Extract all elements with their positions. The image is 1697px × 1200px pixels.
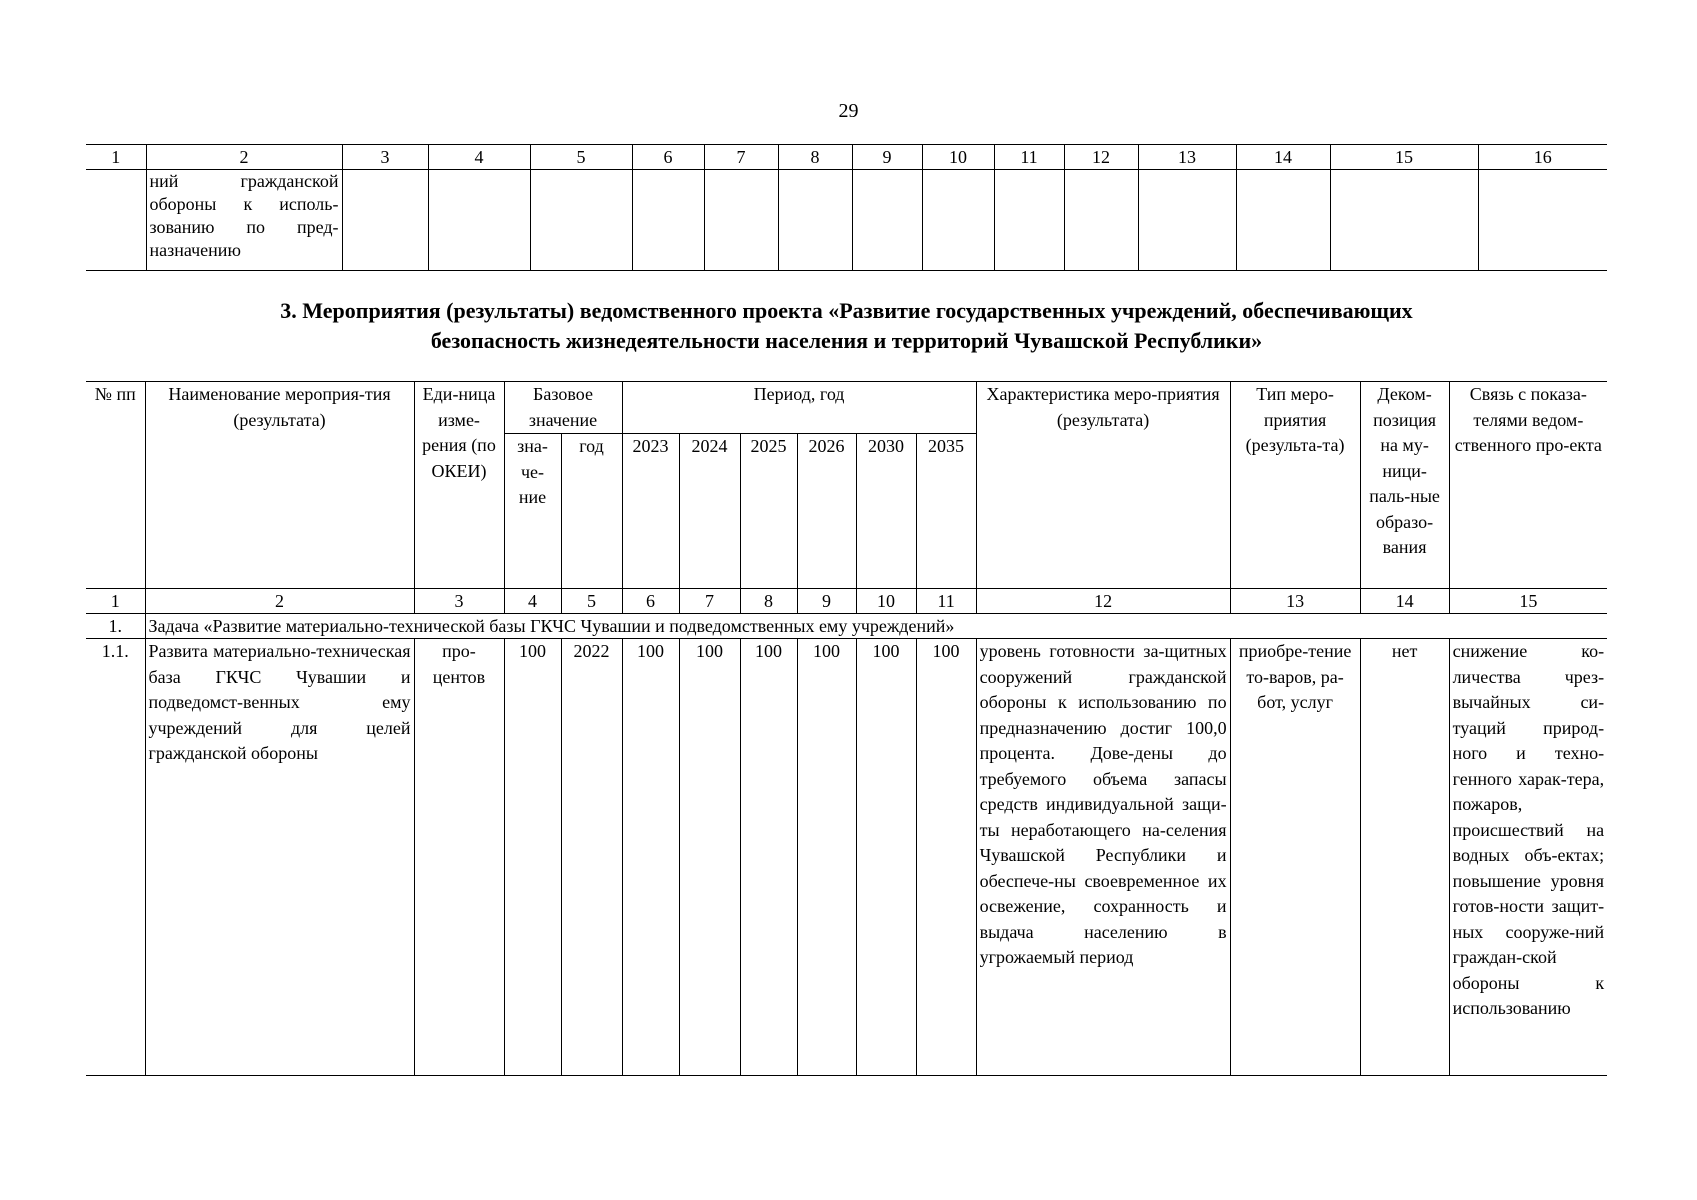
- column-number: 10: [856, 589, 916, 614]
- column-number: 11: [994, 145, 1064, 170]
- continuation-row: [86, 170, 1607, 271]
- continuation-text-line: обороны к исполь-: [149, 194, 339, 214]
- column-number: 13: [1138, 145, 1236, 170]
- header-base-value: зна-че-ние: [504, 434, 561, 589]
- continuation-column-numbers: [86, 145, 1607, 170]
- row-value-2030: 100: [856, 639, 916, 1076]
- header-base: Базовое значение: [504, 382, 622, 434]
- row-link: снижение ко-личества чрез-вычайных си-туаций природ-ного и техно-генного харак-тера, пожаров, происшествий на водных объ-ектах; повышение уровня готов-ности защит-ных сооруже-ний граждан-ской обороны к использованию: [1449, 639, 1607, 1076]
- column-number: 16: [1478, 145, 1607, 170]
- column-number: 5: [561, 589, 622, 614]
- column-number: 8: [740, 589, 797, 614]
- section-title: [86, 296, 1607, 356]
- column-number: 4: [428, 145, 530, 170]
- row-name: Развита материально-техническая база ГКЧС Чувашии и подведомст-венных ему учреждений для целей гражданской обороны: [145, 639, 414, 1076]
- header-year: 2025: [740, 434, 797, 589]
- section-title-line: 3. Мероприятия (результаты) ведомственного проекта «Развитие государственных учреждений, обеспечивающих: [280, 298, 1413, 323]
- table-row: [86, 639, 1607, 1076]
- task-text: Задача «Развитие материально-технической базы ГКЧС Чувашии и подведомственных ему учреждений»: [145, 614, 1607, 639]
- section-title-line: безопасность жизнедеятельности населения и территорий Чувашской Республики»: [430, 328, 1263, 353]
- header-period: Период, год: [622, 382, 976, 434]
- column-number: 14: [1360, 589, 1449, 614]
- column-number: 13: [1230, 589, 1360, 614]
- header-year: 2024: [679, 434, 740, 589]
- column-number: 3: [414, 589, 504, 614]
- header-year: 2035: [916, 434, 976, 589]
- column-number: 15: [1449, 589, 1607, 614]
- continuation-table: [86, 144, 1607, 271]
- column-number: 12: [1064, 145, 1138, 170]
- header-characteristic: Характеристика меро-приятия (результата): [976, 382, 1230, 589]
- column-number: 6: [632, 145, 704, 170]
- column-number: 2: [146, 145, 342, 170]
- column-number: 1: [86, 145, 146, 170]
- header-row: [86, 382, 1607, 434]
- header-unit: Еди-ница изме-рения (по ОКЕИ): [414, 382, 504, 589]
- column-number: 5: [530, 145, 632, 170]
- row-unit: про-центов: [414, 639, 504, 1076]
- continuation-text-line: ний гражданской: [149, 171, 339, 191]
- column-number: 3: [342, 145, 428, 170]
- column-number: 15: [1330, 145, 1478, 170]
- column-number: 7: [679, 589, 740, 614]
- continuation-text: [146, 170, 342, 271]
- header-link: Связь с показа-телями ведом-ственного про-екта: [1449, 382, 1607, 589]
- measures-table: [86, 381, 1607, 1076]
- column-numbers-row: [86, 589, 1607, 614]
- continuation-text-line: назначению: [149, 240, 241, 260]
- column-number: 9: [852, 145, 922, 170]
- task-num: 1.: [86, 614, 145, 639]
- continuation-text-line: зованию по пред-: [149, 217, 339, 237]
- column-number: 10: [922, 145, 994, 170]
- row-value-2024: 100: [679, 639, 740, 1076]
- header-num: № пп: [86, 382, 145, 589]
- column-number: 7: [704, 145, 778, 170]
- column-number: 14: [1236, 145, 1330, 170]
- header-year: 2030: [856, 434, 916, 589]
- page-number: 29: [838, 100, 859, 122]
- column-number: 2: [145, 589, 414, 614]
- column-number: 6: [622, 589, 679, 614]
- header-year: 2026: [797, 434, 856, 589]
- header-name: Наименование мероприя-тия (результата): [145, 382, 414, 589]
- task-row: [86, 614, 1607, 639]
- column-number: 12: [976, 589, 1230, 614]
- row-value-2025: 100: [740, 639, 797, 1076]
- column-number: 1: [86, 589, 145, 614]
- row-characteristic: уровень готовности за-щитных сооружений гражданской обороны к использованию по предназначению достиг 100,0 процента. Дове-дены до требуемого объема запасы средств индивидуальной защи-ты неработающего на-селения Чувашской Республики и обеспече-ны своевременное их освежение, сохранность и выдача населению в угрожаемый период: [976, 639, 1230, 1076]
- row-base-year: 2022: [561, 639, 622, 1076]
- header-base-year: год: [561, 434, 622, 589]
- row-value-2023: 100: [622, 639, 679, 1076]
- row-value-2026: 100: [797, 639, 856, 1076]
- header-type: Тип меро-приятия (результа-та): [1230, 382, 1360, 589]
- row-type: приобре-тение то-варов, ра-бот, услуг: [1230, 639, 1360, 1076]
- header-year: 2023: [622, 434, 679, 589]
- column-number: 4: [504, 589, 561, 614]
- row-decomposition: нет: [1360, 639, 1449, 1076]
- row-value-2035: 100: [916, 639, 976, 1076]
- row-base-value: 100: [504, 639, 561, 1076]
- header-decomposition: Деком-позиция на му-ници-паль-ные образо-вания: [1360, 382, 1449, 589]
- row-num: 1.1.: [86, 639, 145, 1076]
- column-number: 11: [916, 589, 976, 614]
- column-number: 9: [797, 589, 856, 614]
- column-number: 8: [778, 145, 852, 170]
